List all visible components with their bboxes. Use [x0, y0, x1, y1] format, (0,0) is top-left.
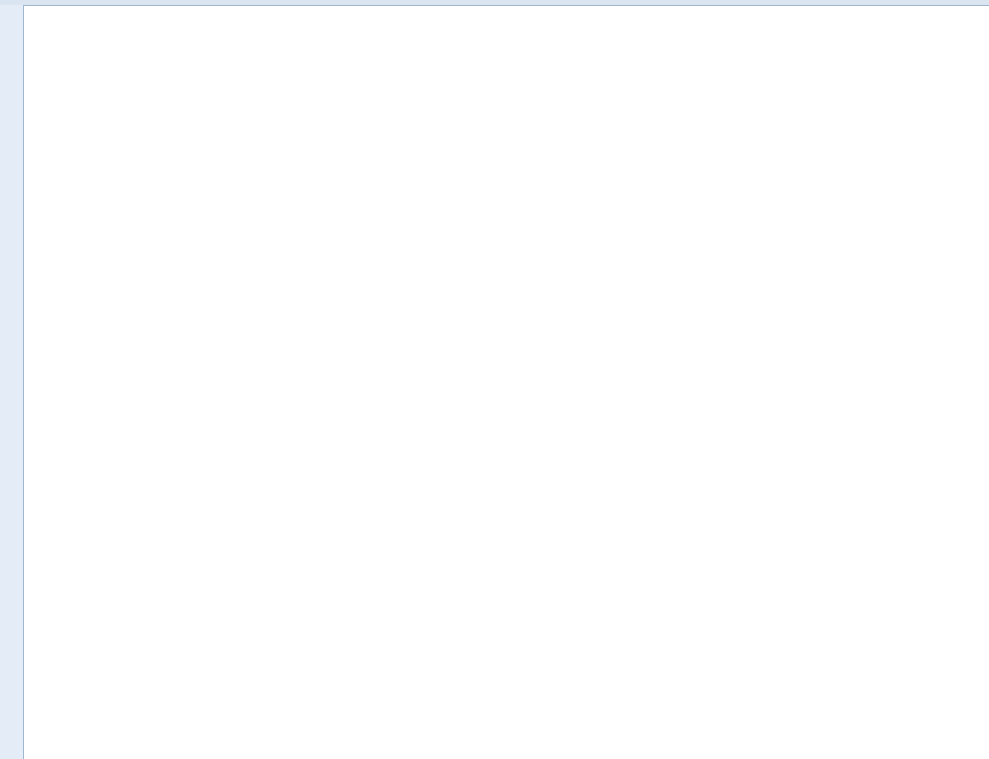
- column-header-strip: [0, 0, 989, 6]
- row-header-column: [0, 5, 24, 759]
